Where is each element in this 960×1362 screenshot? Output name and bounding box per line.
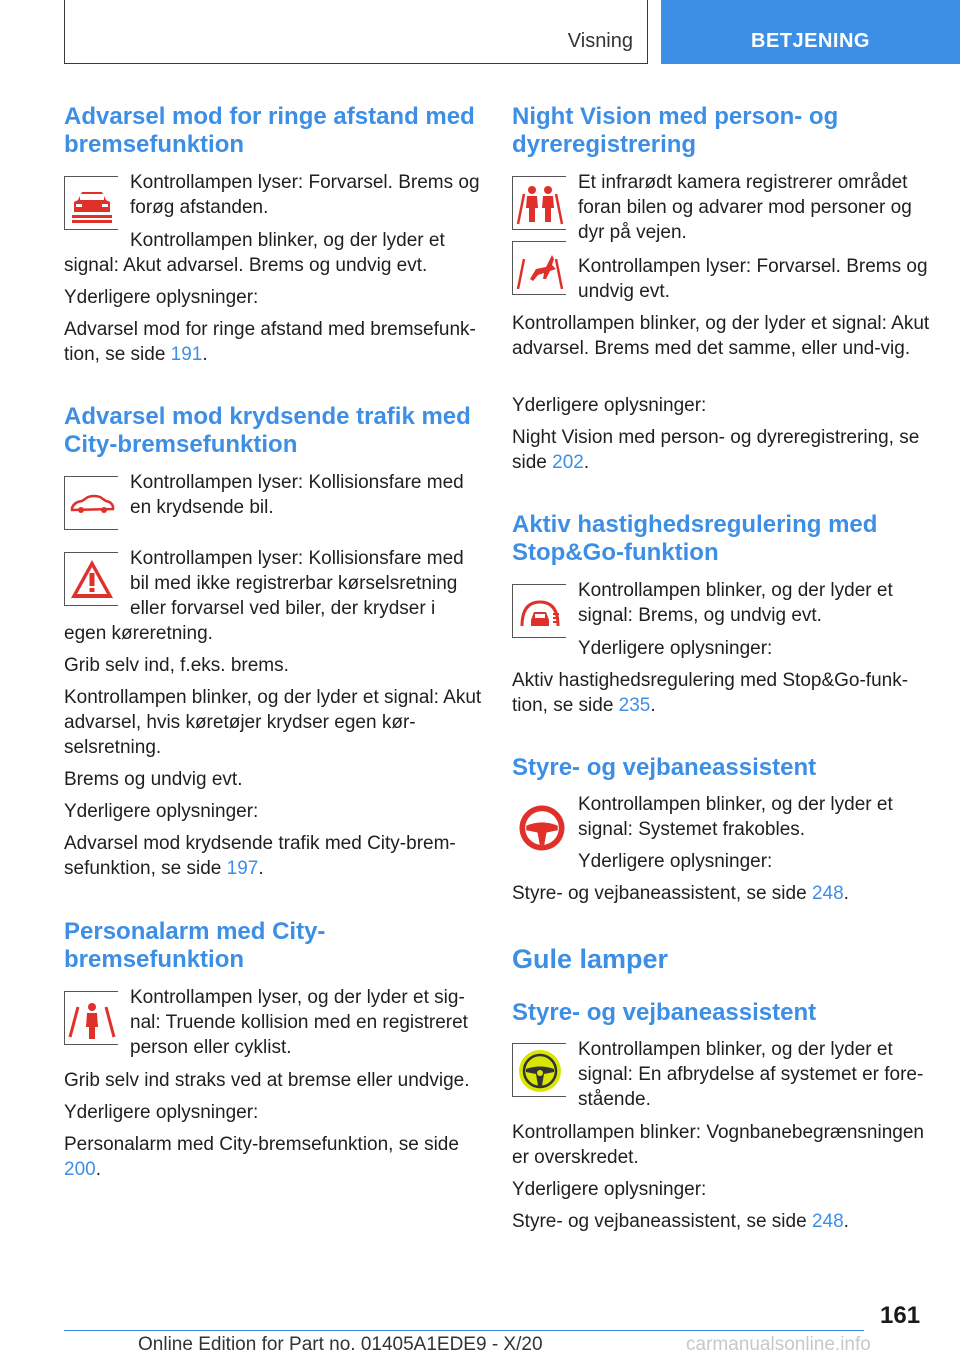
paragraph-with-reference	[512, 881, 930, 906]
watermark: carmanualsonline.info	[686, 1334, 871, 1355]
page-number: 161	[880, 1302, 921, 1329]
page-link[interactable]: 200	[64, 1159, 96, 1180]
paragraph: Yderligere oplysninger:	[512, 395, 707, 416]
section-title: Aktiv hastighedsregulering med Stop&Go-funktion	[512, 511, 878, 566]
header-chapter-label: BETJENING	[751, 30, 870, 52]
page-link[interactable]: 197	[226, 858, 259, 879]
reference-text: Styre- og vejbaneassistent, se side	[512, 883, 812, 904]
punctuation: .	[95, 1159, 101, 1180]
paragraph: Yderligere oplysninger:	[578, 851, 773, 872]
warning-triangle-icon	[64, 552, 118, 606]
paragraph: Yderligere oplysninger:	[512, 1179, 707, 1200]
steering-wheel-yellow-icon	[512, 1043, 566, 1097]
paragraph: Kontrollampen blinker, og der lyder et signal: Akut advarsel. Brems med det samme, eller und‐vig.	[512, 313, 930, 359]
pedestrian-warning-icon	[64, 991, 118, 1045]
header-section-label: Visning	[567, 30, 633, 52]
punctuation: .	[202, 344, 208, 365]
paragraph: Kontrollampen lyser: Forvarsel. Brems og undvig evt.	[578, 256, 928, 302]
paragraph: Et infrarødt kamera registrerer området foran bilen og advarer mod personer og dyr på vejen.	[578, 172, 912, 243]
header-chapter-tab	[661, 0, 960, 64]
cruise-control-warning-icon	[512, 584, 566, 638]
paragraph: signal: Akut advarsel. Brems og undvig evt.	[64, 255, 428, 276]
car-side-icon	[64, 476, 118, 530]
paragraph-with-reference	[512, 1209, 930, 1234]
paragraph: Yderligere oplysninger:	[64, 287, 259, 308]
footer-divider	[64, 1330, 864, 1331]
page-link[interactable]: 248	[811, 883, 844, 904]
reference-text: Personalarm med City-bremsefunktion, se side	[64, 1134, 459, 1155]
punctuation: .	[258, 858, 264, 879]
paragraph-with-reference	[512, 668, 930, 718]
paragraph: Kontrollampen blinker: Vognbanebegrænsningen er overskredet.	[512, 1122, 924, 1168]
page-link[interactable]: 202	[552, 452, 584, 473]
section-title: Styre- og vejbaneassistent	[512, 999, 817, 1026]
paragraph: Yderligere oplysninger:	[64, 1102, 259, 1123]
deer-icon	[512, 241, 566, 295]
paragraph-with-reference	[64, 831, 482, 881]
punctuation: .	[843, 1211, 849, 1232]
reference-text: Aktiv hastighedsregulering med Stop&Go-funk‐tion, se side	[512, 670, 909, 716]
steering-wheel-red-icon	[512, 798, 566, 852]
paragraph: Kontrollampen lyser, og der lyder et sig‐nal: Truende kollision med en registreret person eller cyklist.	[130, 987, 468, 1058]
punctuation: .	[843, 883, 849, 904]
reference-text: Advarsel mod for ringe afstand med bremsefunk‐tion, se side	[64, 319, 476, 365]
section-title: Night Vision med person- og dyreregistrering	[512, 103, 839, 158]
paragraph: Kontrollampen blinker, og der lyder et signal: Akut advarsel, hvis køretøjer krydser egen kør‐selsretning.	[64, 687, 482, 758]
paragraph: egen køreretning.	[64, 623, 213, 644]
paragraph: Yderligere oplysninger:	[578, 638, 773, 659]
section-title: Personalarm med City-bremsefunktion	[64, 918, 326, 973]
paragraph: Kontrollampen lyser: Forvarsel. Brems og forøg afstanden.	[130, 172, 480, 218]
punctuation: .	[583, 452, 590, 473]
paragraph: Grib selv ind, f.eks. brems.	[64, 655, 289, 676]
section-title: Gule lamper	[512, 944, 669, 974]
section-title: Advarsel mod krydsende trafik med City-bremsefunktion	[64, 403, 471, 458]
paragraph: Yderligere oplysninger:	[64, 801, 259, 822]
paragraph: Kontrollampen blinker, og der lyder et	[130, 230, 445, 251]
section-title: Styre- og vejbaneassistent	[512, 754, 817, 781]
reference-text: Styre- og vejbaneassistent, se side	[512, 1211, 812, 1232]
paragraph-with-reference	[64, 1132, 482, 1182]
car-front-warning-icon	[64, 176, 118, 230]
persons-icon	[512, 176, 566, 230]
paragraph-with-reference	[512, 425, 930, 475]
page-link[interactable]: 191	[170, 344, 203, 365]
punctuation: .	[650, 695, 656, 716]
paragraph: Kontrollampen lyser: Kollisionsfare med bil med ikke registrerbar kørselsretning eller forvarsel ved biler, der krydser i	[130, 548, 464, 619]
page-link[interactable]: 248	[811, 1211, 844, 1232]
paragraph: Kontrollampen blinker, og der lyder et signal: En afbrydelse af systemet er fore‐stående.	[578, 1039, 924, 1110]
paragraph: Grib selv ind straks ved at bremse eller undvige.	[64, 1070, 470, 1091]
paragraph: Kontrollampen lyser: Kollisionsfare med en krydsende bil.	[130, 472, 464, 518]
footer-edition: Online Edition for Part no. 01405A1EDE9 - X/20	[138, 1334, 543, 1355]
section-title: Advarsel mod for ringe afstand med bremsefunktion	[64, 103, 475, 158]
paragraph-with-reference	[64, 317, 482, 367]
reference-text: Night Vision med person- og dyreregistrering, se side	[512, 427, 920, 473]
paragraph: Brems og undvig evt.	[64, 769, 243, 790]
paragraph: Kontrollampen blinker, og der lyder et signal: Systemet frakobles.	[578, 794, 893, 840]
paragraph: Kontrollampen blinker, og der lyder et signal: Brems, og undvig evt.	[578, 580, 893, 626]
reference-text: Advarsel mod krydsende trafik med City-brem‐sefunktion, se side	[64, 833, 456, 879]
page-link[interactable]: 235	[618, 695, 651, 716]
header-section-tab	[64, 0, 648, 64]
